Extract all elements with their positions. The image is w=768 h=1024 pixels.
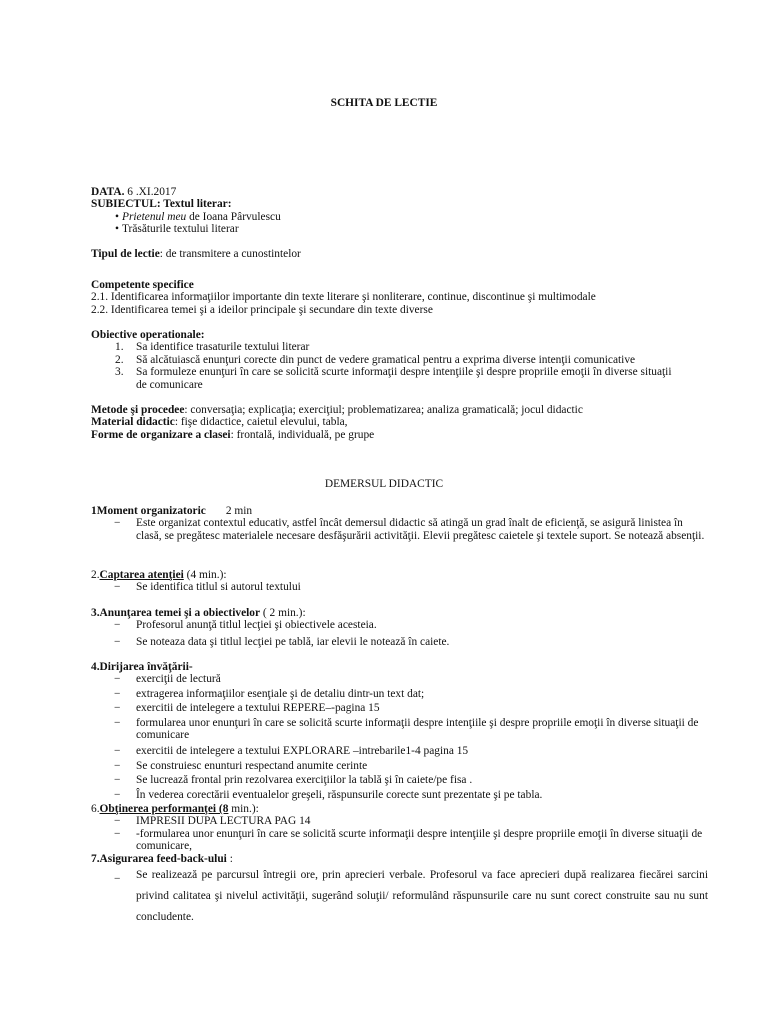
dash-marker: − [114,759,121,772]
lesson-type-line [91,248,708,260]
captarea-heading: Captarea atenţiei [99,569,184,581]
dash-marker: − [114,517,121,530]
subject-item-text: Trăsăturile textului literar [122,223,239,236]
bullet-marker: • [115,210,119,223]
list-item-text: Se lucrează frontal prin rezolvarea exerciţiilor la tablă şi în caiete/pe fisa . [136,774,473,787]
bullet-marker: • [115,223,119,236]
dash-marker: − [114,702,121,715]
dash-marker: − [114,716,121,729]
lesson-header [91,186,708,260]
list-item-text: Profesorul anunţă titlul lecţiei şi obiectivele acesteia. [136,619,377,632]
item-number: 2. [115,353,124,366]
list-item-text: Este organizat contextul educativ, astfel încât demersul didactic să atingă un grad înalt de eficienţă, se asigură linistea în clasă, se pregătesc materialele necesare desfăşurării activităţii. Elevii pregătesc caietele şi textele suport. Se notează absenţii. [136,517,705,542]
material-label: Material didactic [91,416,175,429]
section-anuntarea [91,607,708,648]
list-item-text: exerciţii de lectură [136,673,221,686]
section-dirijarea [91,661,708,801]
obiectiv-text: Sa formuleze enunţuri în care se solicită scurte informaţii despre intenţiile şi despre propriile emoţii în diverse situaţii de comunicare [136,366,672,391]
subject-item [91,211,708,223]
obtinerea-heading: Obţinerea performanţei (8 [99,803,229,815]
list-item-text: formularea unor enunţuri în care se solicită scurte informaţii despre intenţiile şi despre propriile emoţii în diverse situaţii de comunicare [136,716,699,742]
page-title: SCHITA DE LECTIE [330,97,438,109]
dirijarea-heading: 4.Dirijarea învăţării- [91,661,193,673]
dash-marker: − [114,774,121,787]
material-value: : fişe didactice, caietul elevului, tabla, [174,416,348,429]
list-item [91,619,708,631]
section-moment [91,505,708,542]
anuntarea-time: ( 2 min.): [260,607,306,619]
section-captarea [91,569,708,594]
asigurarea-suffix: : [226,853,233,865]
section-heading [91,803,708,815]
list-item [91,688,708,700]
list-item [91,581,708,593]
date-label: DATA. [91,186,125,198]
list-item [91,828,708,853]
list-item-text: exercitii de intelegere a textului REPERE–-pagina 15 [136,702,380,715]
list-item-text: extragerea informaţiilor esenţiale şi de detaliu dintr-un text dat; [136,687,425,700]
dash-marker: − [114,827,121,840]
section-heading [91,853,708,865]
list-item [91,636,708,648]
subject-item [91,223,708,235]
list-item-text: Se realizează pe parcursul întregii ore, prin aprecieri verbale. Profesorul va face aprecieri după realizarea fiecărei sarcini privind calitatea şi nivelul activităţii, sugerând soluţii/ reformulând răspunsurile care nu sunt corect construite sau nu sunt concludente. [136,869,708,924]
forme-value: : frontală, individuală, pe grupe [230,428,375,441]
list-item [91,774,708,786]
subject-item-text: de Ioana Pârvulescu [186,210,281,223]
list-item [91,517,708,542]
date-value: 6 .XI.2017 [124,186,177,198]
list-item [91,702,708,714]
list-item [91,815,708,827]
list-item-text: -formularea unor enunţuri în care se solicită scurte informaţii despre intenţiile şi despre propriile emoţii în diverse situaţii de comunicare, [136,827,703,853]
list-item [91,745,708,757]
obiectiv-item [91,341,708,353]
section-heading [91,569,708,581]
competente-item: 2.1. Identificarea informaţiilor importante din texte literare şi nonliterare, continue, discontinue şi multimodale [91,291,596,304]
dash-marker: − [114,873,121,886]
competente-section [91,279,708,316]
dash-marker: − [114,619,121,632]
moment-heading: 1Moment organizatoric [91,505,206,517]
subject-item-italic: Prietenul meu [122,210,187,223]
dash-marker: − [114,635,121,648]
date-line [91,186,708,198]
lesson-type-label: Tipul de lectie [91,247,160,260]
item-number: 3. [115,366,124,379]
dash-marker: − [114,673,121,686]
asigurarea-heading: 7.Asigurarea feed-back-ului [91,853,227,865]
obiectiv-item [91,366,708,391]
section-obtinerea [91,803,708,853]
obtinerea-num: 6. [91,803,100,815]
dash-marker: − [114,687,121,700]
captarea-num: 2. [91,569,100,581]
obtinerea-time: min.): [228,803,259,815]
list-item [91,760,708,772]
obiectiv-item [91,354,708,366]
list-item [91,865,708,928]
list-item-text: IMPRESII DUPA LECTURA PAG 14 [136,815,311,828]
forme-line [91,429,708,441]
forme-label: Forme de organizare a clasei [91,428,231,441]
dash-marker: − [114,815,121,828]
dash-marker: − [114,788,121,801]
obiectiv-text: Să alcătuiască enunţuri corecte din punct de vedere gramatical pentru a exprima diverse intenţii comunicative [136,353,636,366]
dash-marker: − [114,581,121,594]
material-line [91,416,708,428]
captarea-time: (4 min.): [183,569,227,581]
competente-heading: Competente specifice [91,279,194,291]
metode-line [91,404,708,416]
dash-marker: − [114,745,121,758]
anuntarea-heading: 3.Anunţarea temei şi a obiectivelor [91,607,261,619]
metode-section [91,404,708,441]
list-item [91,789,708,801]
list-item-text: exercitii de intelegere a textului EXPLORARE –intrebarile1-4 pagina 15 [136,745,469,758]
obiective-section [91,329,708,391]
competente-item: 2.2. Identificarea temei şi a ideilor principale şi secundare din texte diverse [91,303,433,316]
lesson-type-value: : de transmitere a cunostintelor [159,247,301,260]
obiectiv-text: Sa identifice trasaturile textului literar [136,341,310,354]
demers-heading: DEMERSUL DIDACTIC [324,478,444,490]
section-heading [91,505,708,517]
list-item-text: Se identifica titlul si autorul textului [136,581,301,594]
section-asigurarea [91,853,708,928]
list-item-text: În vederea corectării eventualelor greşeli, răspunsurile corecte sunt prezentate şi pe tabla. [136,788,543,801]
obiective-heading: Obiective operationale: [91,329,205,341]
item-number: 1. [115,341,124,354]
moment-time: 2 min [225,505,253,517]
section-heading [91,607,708,619]
metode-value: : conversaţia; explicaţia; exerciţiul; problematizarea; analiza gramaticală; jocul didactic [184,404,583,416]
list-item-text: Se construiesc enunturi respectand anumite cerinte [136,759,368,772]
subject-line: SUBIECTUL: Textul literar: [91,198,232,211]
list-item [91,673,708,685]
list-item-text: Se noteaza data şi titlul lecţiei pe tablă, iar elevii le notează în caiete. [136,635,450,648]
metode-label: Metode şi procedee [91,404,185,416]
list-item [91,717,708,742]
